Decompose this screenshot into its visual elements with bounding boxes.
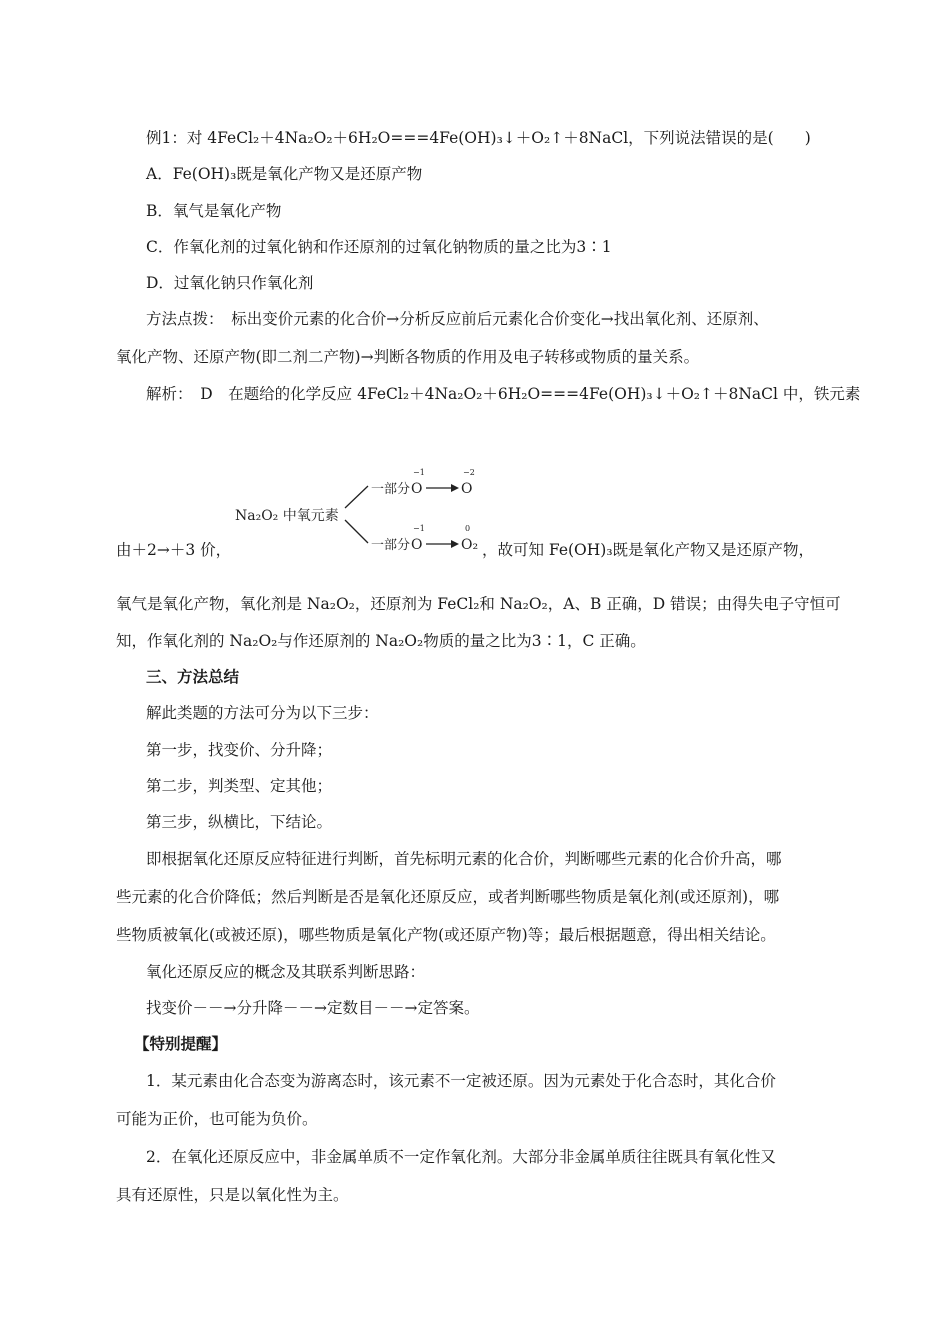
summary-intro: 解此类题的方法可分为以下三步： [146, 704, 379, 722]
reminder-item-2-line-2: 具有还原性，只是以氧化性为主。 [116, 1186, 349, 1204]
arrow-top-head [451, 484, 459, 492]
summary-heading: 三、方法总结 [146, 667, 240, 686]
top-from-element: O [411, 481, 423, 497]
branch-line-top [345, 486, 368, 508]
bottom-to-charge: 0 [465, 524, 471, 533]
bottom-from-charge: −1 [413, 524, 425, 533]
option-d: D．过氧化钠只作氧化剂 [146, 274, 314, 292]
arrow-bottom-head [451, 540, 459, 548]
diagram-source: Na₂O₂ 中氧元素 [235, 508, 339, 524]
reminder-item-2-line-1: 2．在氧化还原反应中，非金属单质不一定作氧化剂。大部分非金属单质往往既具有氧化性又 [146, 1148, 776, 1166]
analysis-line-2-right: ，故可知 Fe(OH)₃既是氧化产物又是还原产物， [482, 541, 815, 559]
top-to-element: O [461, 481, 473, 497]
method-tip-line-1: 方法点拨： 标出变价元素的化合价→分析反应前后元素化合价变化→找出氧化剂、还原剂、 [146, 310, 769, 328]
example-question: 例1：对 4FeCl₂＋4Na₂O₂＋6H₂O===4Fe(OH)₃↓＋O₂↑＋8NaCl，下列说法错误的是( ) [146, 129, 811, 147]
analysis-line-1: 解析： D 在题给的化学反应 4FeCl₂＋4Na₂O₂＋6H₂O===4Fe(OH)₃↓＋O₂↑＋8NaCl 中，铁元素 [146, 385, 861, 403]
option-c: C．作氧化剂的过氧化钠和作还原剂的过氧化钠物质的量之比为3∶1 [146, 238, 612, 256]
summary-step-3: 第三步，纵横比，下结论。 [146, 813, 333, 831]
bottom-from-element: O [411, 537, 423, 553]
option-a: A．Fe(OH)₃既是氧化产物又是还原产物 [146, 165, 423, 183]
branch-line-bottom [345, 520, 368, 543]
reminder-heading: 【特别提醒】 [134, 1034, 228, 1053]
top-to-charge: −2 [463, 468, 475, 477]
summary-step-2: 第二步，判类型、定其他； [146, 777, 333, 795]
analysis-line-3: 氧气是氧化产物，氧化剂是 Na₂O₂，还原剂为 FeCl₂和 Na₂O₂，A、B 正确，D 错误；由得失电子守恒可 [116, 595, 841, 613]
summary-idea-flow: 找变价－－→分升降－－→定数目－－→定答案。 [146, 999, 480, 1017]
summary-para-line-1: 即根据氧化还原反应特征进行判断，首先标明元素的化合价，判断哪些元素的化合价升高，哪 [146, 850, 782, 868]
analysis-line-4: 知，作氧化剂的 Na₂O₂与作还原剂的 Na₂O₂物质的量之比为3∶1，C 正确。 [116, 632, 646, 650]
branch-label-top: 一部分 [371, 482, 411, 497]
option-b: B．氧气是氧化产物 [146, 202, 282, 220]
summary-para-line-2: 些元素的化合价降低；然后判断是否是氧化还原反应，或者判断哪些物质是氧化剂(或还原剂)，哪 [116, 888, 780, 906]
summary-para-line-3: 些物质被氧化(或被还原)，哪些物质是氧化产物(或还原产物)等；最后根据题意，得出相关结论。 [116, 926, 776, 944]
summary-idea-title: 氧化还原反应的概念及其联系判断思路： [146, 963, 426, 981]
bottom-to-element: O₂ [461, 537, 479, 553]
branch-label-bottom: 一部分 [371, 538, 411, 553]
reminder-item-1-line-2: 可能为正价，也可能为负价。 [116, 1110, 318, 1128]
oxygen-valence-diagram [233, 466, 483, 562]
summary-step-1: 第一步，找变价、分升降； [146, 741, 333, 759]
reminder-item-1-line-1: 1．某元素由化合态变为游离态时，该元素不一定被还原。因为元素处于化合态时，其化合价 [146, 1072, 776, 1090]
top-from-charge: −1 [413, 468, 425, 477]
analysis-line-2-left: 由＋2→＋3 价， [116, 541, 232, 559]
method-tip-line-2: 氧化产物、还原产物(即二剂二产物)→判断各物质的作用及电子转移或物质的量关系。 [116, 348, 700, 366]
